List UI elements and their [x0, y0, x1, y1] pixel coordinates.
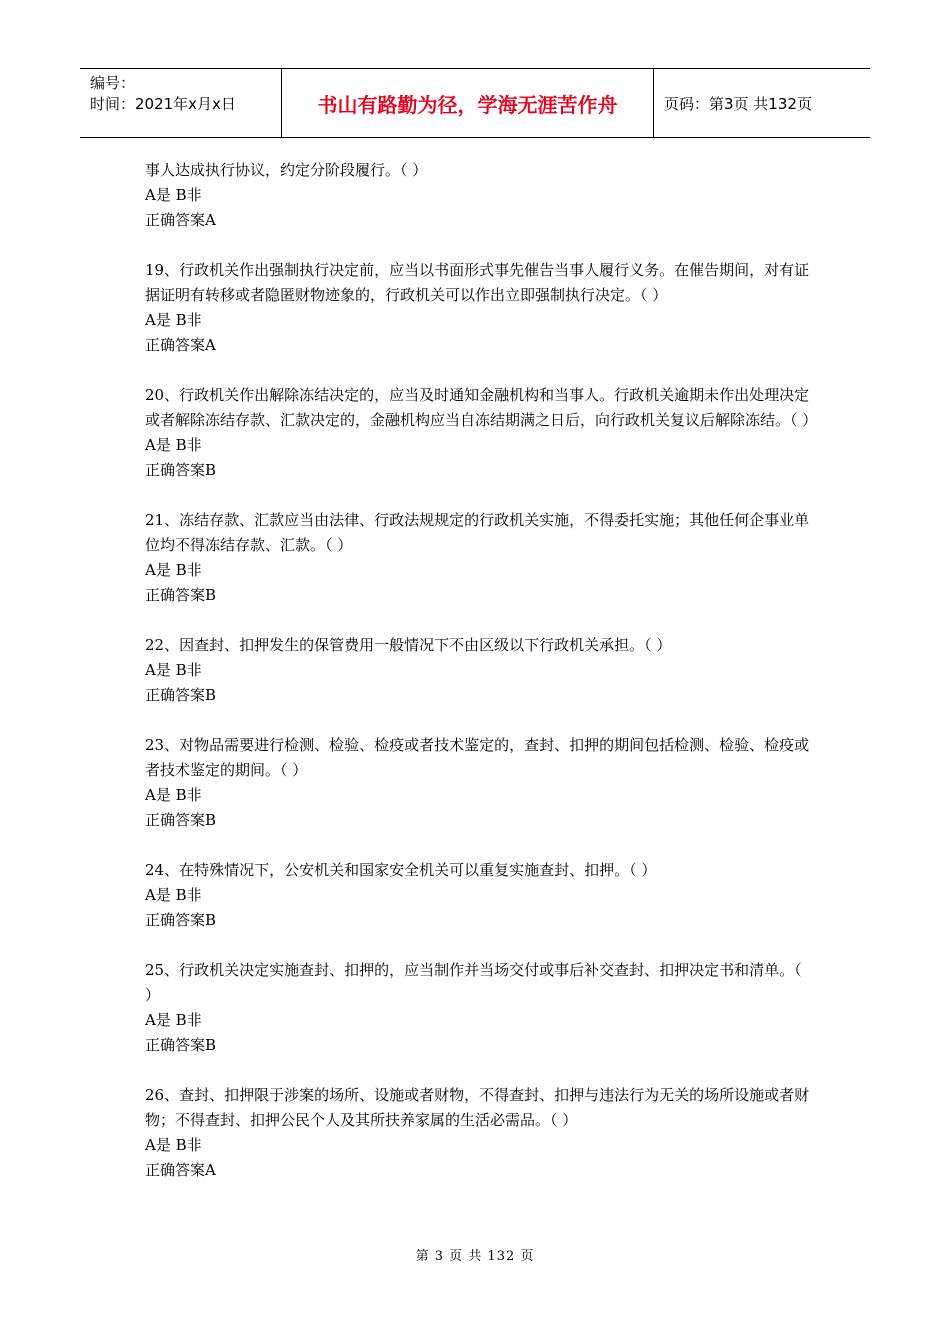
question-text: 22、因查封、扣押发生的保管费用一般情况下不由区级以下行政机关承担。（ ）	[145, 636, 672, 654]
question-text: 23、对物品需要进行检测、检验、检疫或者技术鉴定的，查封、扣押的期间包括检测、检验、检疫或者技术鉴定的期间。（ ）	[145, 736, 810, 779]
question-item	[145, 158, 810, 233]
question-answer: 正确答案A	[145, 336, 216, 354]
document-time-label: 时间：2021年x月x日	[90, 95, 236, 113]
question-item	[145, 958, 810, 1058]
question-options: A是 B非	[145, 311, 202, 329]
question-options: A是 B非	[145, 786, 202, 804]
question-item	[145, 383, 818, 483]
question-options: A是 B非	[145, 1136, 202, 1154]
question-text: 26、查封、扣押限于涉案的场所、设施或者财物，不得查封、扣押与违法行为无关的场所设施或者财物；不得查封、扣押公民个人及其所扶养家属的生活必需品。（ ）	[145, 1086, 810, 1129]
question-answer: 正确答案A	[145, 211, 216, 229]
question-answer: 正确答案B	[145, 911, 217, 929]
question-list	[145, 158, 818, 1208]
question-answer: 正确答案B	[145, 461, 217, 479]
page-footer	[0, 1245, 950, 1264]
question-text: 事人达成执行协议，约定分阶段履行。（ ）	[145, 161, 428, 179]
question-options: A是 B非	[145, 1011, 202, 1029]
question-answer: 正确答案B	[145, 811, 217, 829]
header-info-cell	[80, 69, 282, 137]
header-slogan: 书山有路勤为径，学海无涯苦作舟	[317, 92, 618, 117]
question-answer: 正确答案B	[145, 686, 217, 704]
question-item	[145, 858, 810, 933]
question-item	[145, 1083, 810, 1183]
question-item	[145, 258, 810, 358]
question-answer: 正确答案B	[145, 586, 217, 604]
question-options: A是 B非	[145, 436, 202, 454]
header-page-cell	[654, 69, 870, 137]
question-options: A是 B非	[145, 661, 202, 679]
question-answer: 正确答案A	[145, 1161, 216, 1179]
header-slogan-cell	[282, 69, 654, 137]
document-number-label: 编号：	[90, 74, 136, 92]
header-page-label: 页码：第3页 共132页	[664, 94, 812, 113]
question-options: A是 B非	[145, 886, 202, 904]
question-text: 19、行政机关作出强制执行决定前，应当以书面形式事先催告当事人履行义务。在催告期间，对有证据证明有转移或者隐匿财物迹象的，行政机关可以作出立即强制执行决定。（ ）	[145, 261, 810, 304]
page-header	[80, 68, 870, 138]
footer-page-number: 第 3 页 共 132 页	[415, 1249, 535, 1264]
question-text: 24、在特殊情况下，公安机关和国家安全机关可以重复实施查封、扣押。（ ）	[145, 861, 657, 879]
question-item	[145, 508, 810, 608]
question-item	[145, 733, 810, 833]
question-text: 21、冻结存款、汇款应当由法律、行政法规规定的行政机关实施，不得委托实施；其他任何企事业单位均不得冻结存款、汇款。（ ）	[145, 511, 810, 554]
question-text: 25、行政机关决定实施查封、扣押的，应当制作并当场交付或事后补交查封、扣押决定书和清单。（ ）	[145, 961, 802, 1004]
question-text: 20、行政机关作出解除冻结决定的，应当及时通知金融机构和当事人。行政机关逾期未作出处理决定或者解除冻结存款、汇款决定的，金融机构应当自冻结期满之日后，向行政机关复议后解除冻结。（ ）	[145, 386, 818, 429]
question-item	[145, 633, 810, 708]
question-options: A是 B非	[145, 561, 202, 579]
question-answer: 正确答案B	[145, 1036, 217, 1054]
question-options: A是 B非	[145, 186, 202, 204]
